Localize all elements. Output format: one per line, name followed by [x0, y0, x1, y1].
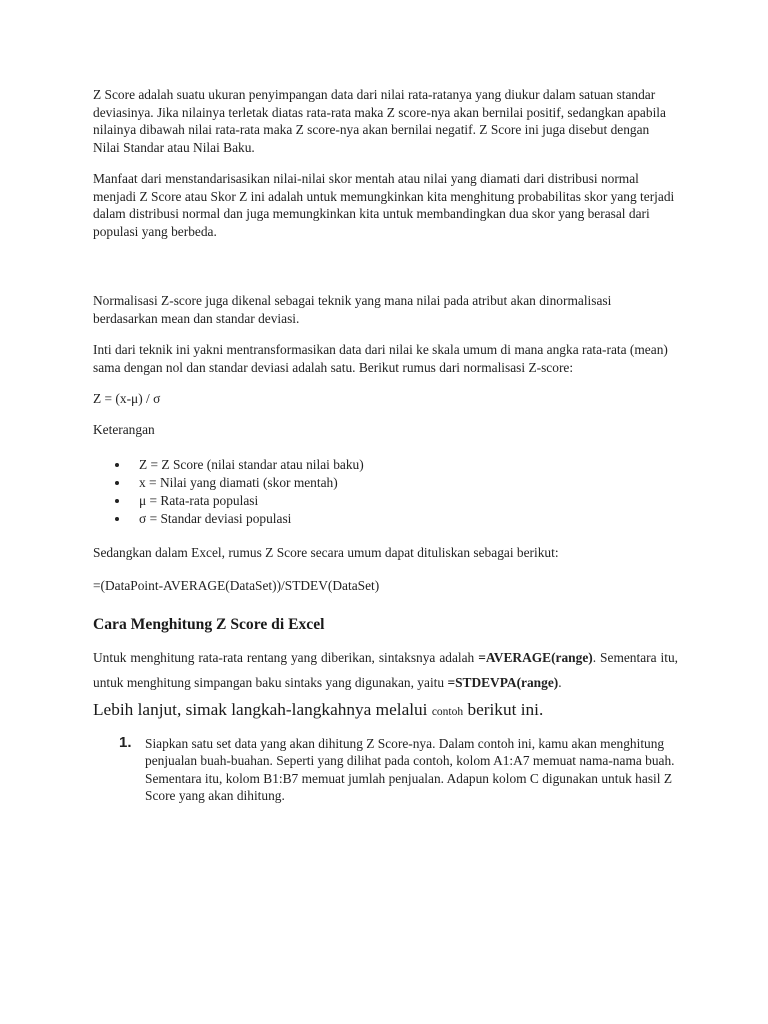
paragraph-technique-core: Inti dari teknik ini yakni mentransformasikan data dari nilai ke skala umum di mana angka rata-rata (mean) sama dengan nol dan standar deviasi adalah satu. Berikut rumus dari normalisasi Z-score:	[93, 342, 668, 375]
steps-lead: Lebih lanjut, simak langkah-langkahnya melalui contoh berikut ini.	[93, 699, 544, 719]
bullet-icon	[115, 481, 119, 485]
step-text: Siapkan satu set data yang akan dihitung Z Score-nya. Dalam contoh ini, kamu akan menghitung penjualan buah-buahan. Seperti yang dilihat pada contoh, kolom A1:A7 memuat nama-nama buah. Sementara itu, kolom B1:B7 memuat jumlah penjualan. Adapun kolom C digunakan untuk hasil Z Score yang akan dihitung.	[145, 735, 675, 804]
step-item	[93, 735, 678, 805]
keterangan-list	[93, 456, 678, 529]
contoh-link: contoh	[431, 705, 464, 718]
document-page	[93, 86, 678, 805]
list-item: x = Nilai yang diamati (skor mentah)	[93, 474, 678, 492]
list-item: Z = Z Score (nilai standar atau nilai baku)	[93, 456, 678, 474]
zscore-formula: Z = (x-μ) / σ	[93, 391, 161, 406]
keterangan-label: Keterangan	[93, 422, 155, 437]
step-number: 1.	[119, 733, 132, 751]
stdevpa-function: =STDEVPA(range)	[447, 674, 559, 690]
steps-list	[93, 735, 678, 805]
paragraph-normalization: Normalisasi Z-score juga dikenal sebagai teknik yang mana nilai pada atribut akan dinormalisasi berdasarkan mean dan standar deviasi.	[93, 293, 612, 326]
paragraph-standardization-benefit: Manfaat dari menstandarisasikan nilai-nilai skor mentah atau nilai yang diamati dari distribusi normal menjadi Z Score atau Skor Z ini adalah untuk memungkinkan kita menghitung probabilitas skor yang terjadi dalam distribusi normal dan juga memungkinkan kita untuk membandingkan dua skor yang berasal dari populasi yang berbeda.	[93, 171, 675, 239]
paragraph-syntax: Untuk menghitung rata-rata rentang yang diberikan, sintaksnya adalah =AVERAGE(range). Sementara itu, untuk menghitung simpangan baku sintaks yang digunakan, yaitu =STDEVPA(range).	[93, 649, 678, 690]
paragraph-zscore-definition: Z Score adalah suatu ukuran penyimpangan data dari nilai rata-ratanya yang diukur dalam satuan standar deviasinya. Jika nilainya terletak diatas rata-rata maka Z score-nya akan bernilai positif, sedangkan apabila nilainya dibawah nilai rata-rata maka Z score-nya akan bernilai negatif. Z Score ini juga disebut dengan Nilai Standar atau Nilai Baku.	[93, 87, 666, 155]
section-heading: Cara Menghitung Z Score di Excel	[93, 615, 325, 633]
bullet-icon	[115, 499, 119, 503]
list-item: σ = Standar deviasi populasi	[93, 510, 678, 528]
excel-formula: =(DataPoint-AVERAGE(DataSet))/STDEV(DataSet)	[93, 577, 380, 593]
excel-intro: Sedangkan dalam Excel, rumus Z Score secara umum dapat dituliskan sebagai berikut:	[93, 545, 559, 561]
list-item: μ = Rata-rata populasi	[93, 492, 678, 510]
average-function: =AVERAGE(range)	[478, 649, 593, 665]
bullet-icon	[115, 463, 119, 467]
bullet-icon	[115, 517, 119, 521]
